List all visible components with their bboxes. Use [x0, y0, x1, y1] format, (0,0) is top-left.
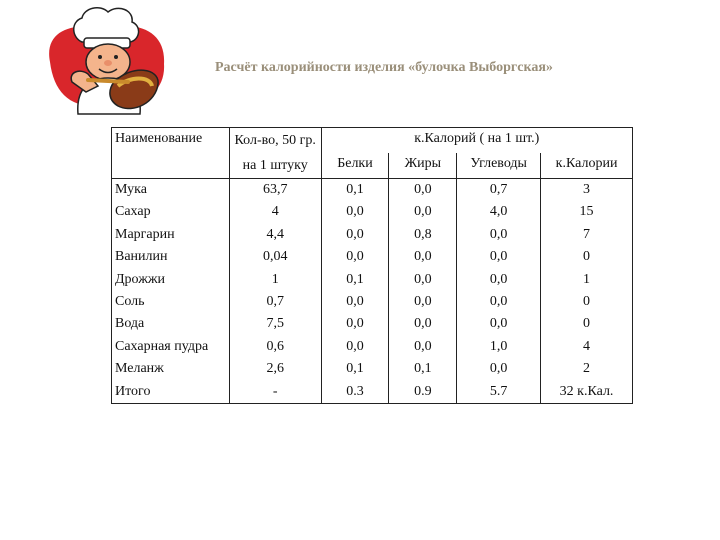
header-fats: Жиры [389, 153, 457, 179]
cell-quantity: 0,7 [229, 291, 321, 313]
table-row [112, 224, 633, 246]
table-header-row [112, 128, 633, 154]
cell-carbs: 0,0 [457, 224, 541, 246]
cell-carbs: 4,0 [457, 201, 541, 223]
cell-quantity: 4,4 [229, 224, 321, 246]
header-quantity: Кол-во, 50 гр. на 1 штуку [229, 128, 321, 179]
cell-carbs: 0,0 [457, 358, 541, 380]
chef-clipart-icon [42, 2, 172, 120]
cell-proteins: 0,0 [321, 291, 389, 313]
cell-carbs: 0,0 [457, 291, 541, 313]
cell-kcal: 15 [541, 201, 633, 223]
cell-proteins: 0,1 [321, 179, 389, 202]
table-row [112, 269, 633, 291]
header-kcal: к.Калории [541, 153, 633, 179]
cell-kcal: 7 [541, 224, 633, 246]
cell-quantity: 63,7 [229, 179, 321, 202]
table-row [112, 313, 633, 335]
cell-proteins: 0,0 [321, 224, 389, 246]
header-carbs: Углеводы [457, 153, 541, 179]
cell-fats: 0,0 [389, 336, 457, 358]
cell-carbs: 5.7 [457, 381, 541, 404]
cell-fats: 0,0 [389, 269, 457, 291]
cell-proteins: 0,0 [321, 313, 389, 335]
cell-fats: 0,8 [389, 224, 457, 246]
cell-fats: 0.9 [389, 381, 457, 404]
cell-proteins: 0,0 [321, 201, 389, 223]
cell-name: Меланж [112, 358, 230, 380]
table-row-total [112, 381, 633, 404]
cell-quantity: - [229, 381, 321, 404]
cell-proteins: 0,1 [321, 358, 389, 380]
cell-quantity: 2,6 [229, 358, 321, 380]
cell-kcal: 2 [541, 358, 633, 380]
header-kcal-group: к.Калорий ( на 1 шт.) [321, 128, 632, 154]
cell-name: Вода [112, 313, 230, 335]
cell-name: Дрожжи [112, 269, 230, 291]
cell-quantity: 1 [229, 269, 321, 291]
table-row [112, 201, 633, 223]
cell-carbs: 0,7 [457, 179, 541, 202]
cell-carbs: 0,0 [457, 246, 541, 268]
cell-proteins: 0,0 [321, 336, 389, 358]
cell-carbs: 0,0 [457, 269, 541, 291]
cell-kcal: 3 [541, 179, 633, 202]
cell-fats: 0,0 [389, 179, 457, 202]
cell-kcal: 32 к.Кал. [541, 381, 633, 404]
cell-fats: 0,0 [389, 246, 457, 268]
cell-name: Сахарная пудра [112, 336, 230, 358]
cell-name: Сахар [112, 201, 230, 223]
table-row [112, 358, 633, 380]
cell-kcal: 0 [541, 291, 633, 313]
cell-proteins: 0,1 [321, 269, 389, 291]
cell-fats: 0,1 [389, 358, 457, 380]
header-proteins: Белки [321, 153, 389, 179]
cell-fats: 0,0 [389, 201, 457, 223]
table-row [112, 246, 633, 268]
cell-proteins: 0.3 [321, 381, 389, 404]
cell-kcal: 0 [541, 313, 633, 335]
cell-carbs: 0,0 [457, 313, 541, 335]
cell-quantity: 7,5 [229, 313, 321, 335]
cell-quantity: 4 [229, 201, 321, 223]
calorie-table [111, 127, 633, 404]
table-row [112, 336, 633, 358]
table-row [112, 291, 633, 313]
cell-fats: 0,0 [389, 313, 457, 335]
cell-proteins: 0,0 [321, 246, 389, 268]
cell-name: Итого [112, 381, 230, 404]
cell-name: Ванилин [112, 246, 230, 268]
cell-carbs: 1,0 [457, 336, 541, 358]
header-name: Наименование [112, 128, 230, 179]
cell-quantity: 0,04 [229, 246, 321, 268]
cell-fats: 0,0 [389, 291, 457, 313]
cell-kcal: 1 [541, 269, 633, 291]
table-row [112, 179, 633, 202]
cell-name: Маргарин [112, 224, 230, 246]
cell-kcal: 4 [541, 336, 633, 358]
cell-name: Мука [112, 179, 230, 202]
cell-name: Соль [112, 291, 230, 313]
cell-kcal: 0 [541, 246, 633, 268]
cell-quantity: 0,6 [229, 336, 321, 358]
page-title: Расчёт калорийности изделия «булочка Выборгская» [215, 60, 553, 75]
